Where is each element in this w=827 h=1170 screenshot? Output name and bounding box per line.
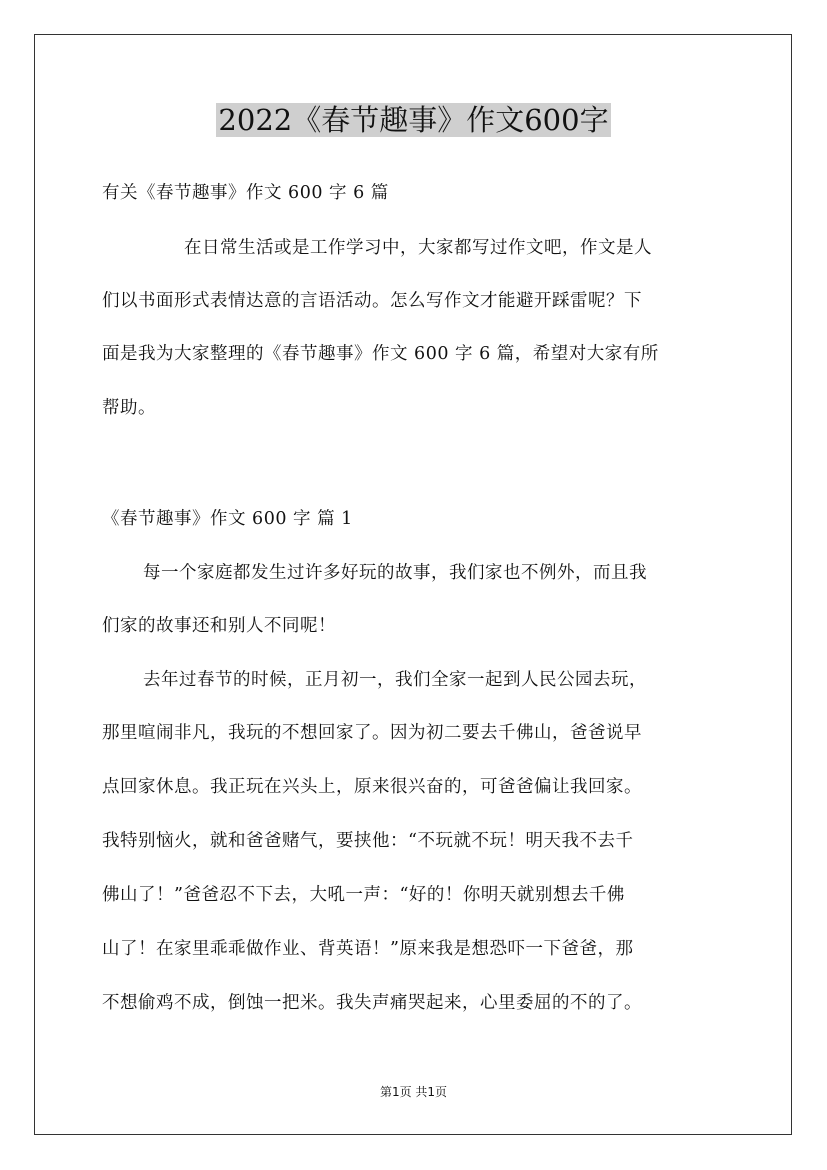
document-title: 2022《春节趣事》作文600字 bbox=[218, 103, 609, 137]
body-line: 点回家休息。我正玩在兴头上，原来很兴奋的，可爸爸偏让我回家。 bbox=[102, 777, 642, 797]
document-subtitle: 有关《春节趣事》作文 600 字 6 篇 bbox=[102, 183, 389, 203]
body-line: 那里喧闹非凡，我玩的不想回家了。因为初二要去千佛山，爸爸说早 bbox=[102, 723, 642, 743]
intro-line: 们以书面形式表情达意的言语活动。怎么写作文才能避开踩雷呢？下 bbox=[102, 291, 642, 311]
body-line: 佛山了！”爸爸忍不下去，大吼一声：“好的！你明天就别想去千佛 bbox=[102, 885, 625, 905]
body-line: 不想偷鸡不成，倒蚀一把米。我失声痛哭起来，心里委屈的不的了。 bbox=[102, 993, 642, 1013]
document-title-container bbox=[0, 100, 827, 140]
body-line: 我特别恼火，就和爸爸赌气，要挟他：“不玩就不玩！明天我不去千 bbox=[102, 831, 634, 851]
body-line: 去年过春节的时候，正月初一，我们全家一起到人民公园去玩， bbox=[143, 670, 647, 690]
body-line: 每一个家庭都发生过许多好玩的故事，我们家也不例外，而且我 bbox=[143, 563, 647, 583]
section-heading: 《春节趣事》作文 600 字 篇 1 bbox=[102, 509, 353, 529]
body-line: 们家的故事还和别人不同呢！ bbox=[102, 616, 336, 636]
body-line: 山了！在家里乖乖做作业、背英语！”原来我是想恐吓一下爸爸，那 bbox=[102, 939, 634, 959]
page-footer: 第1页 共1页 bbox=[379, 1085, 448, 1099]
intro-line: 面是我为大家整理的《春节趣事》作文 600 字 6 篇，希望对大家有所 bbox=[102, 344, 659, 364]
intro-line: 帮助。 bbox=[102, 398, 156, 418]
intro-line: 在日常生活或是工作学习中，大家都写过作文吧，作文是人 bbox=[184, 238, 652, 258]
